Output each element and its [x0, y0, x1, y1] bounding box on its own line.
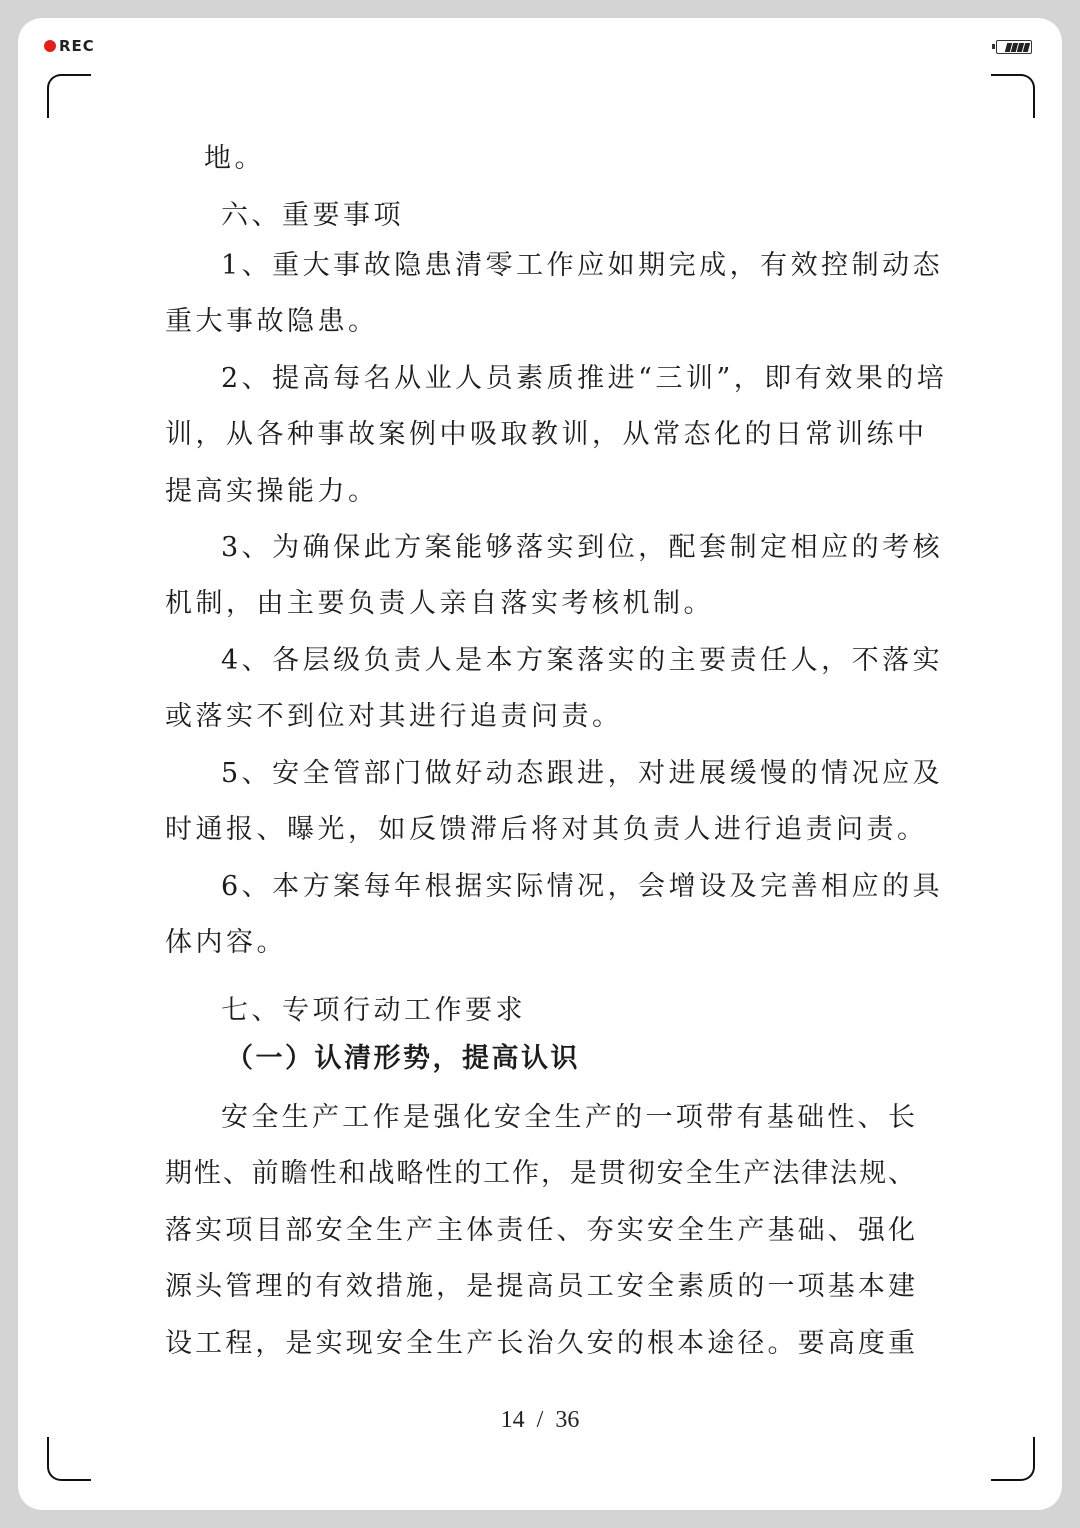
viewfinder-corner-top-left [47, 74, 91, 118]
text-line: 体内容。 [165, 927, 287, 958]
subsection-heading: （一）认清形势，提高认识 [226, 1043, 580, 1074]
viewfinder-corner-bottom-left [47, 1437, 91, 1481]
text-line: 1、重大事故隐患清零工作应如期完成，有效控制动态 [221, 250, 944, 281]
text-line: 或落实不到位对其进行追责问责。 [165, 701, 623, 732]
text-line: 落实项目部安全生产主体责任、夯实安全生产基础、强化 [165, 1215, 915, 1246]
text-line: 6、本方案每年根据实际情况，会增设及完善相应的具 [221, 871, 944, 902]
text-line: 3、为确保此方案能够落实到位，配套制定相应的考核 [221, 532, 944, 563]
viewfinder-corner-bottom-right [991, 1437, 1035, 1481]
section-heading: 六、重要事项 [221, 200, 404, 231]
section-heading: 七、专项行动工作要求 [221, 995, 526, 1026]
text-line: 重大事故隐患。 [165, 306, 379, 337]
page-number: 14 / 36 [500, 1407, 580, 1433]
battery-icon [996, 40, 1032, 54]
text-line: 安全生产工作是强化安全生产的一项带有基础性、长 [221, 1102, 915, 1133]
text-line: 4、各层级负责人是本方案落实的主要责任人，不落实 [221, 645, 944, 676]
viewfinder-corner-top-right [991, 74, 1035, 118]
text-line: 地。 [204, 143, 265, 174]
text-line: 设工程，是实现安全生产长治久安的根本途径。要高度重 [165, 1328, 915, 1359]
text-line: 期性、前瞻性和战略性的工作，是贯彻安全生产法律法规、 [165, 1158, 915, 1189]
rec-label: REC [59, 37, 95, 55]
text-line: 2、提高每名从业人员素质推进“三训”，即有效果的培 [221, 363, 948, 394]
record-dot-icon [44, 40, 56, 52]
text-line: 5、安全管部门做好动态跟进，对进展缓慢的情况应及 [221, 758, 944, 789]
text-line: 机制，由主要负责人亲自落实考核机制。 [165, 588, 714, 619]
recording-indicator [44, 37, 95, 55]
text-line: 训，从各种事故案例中吸取教训，从常态化的日常训练中 [165, 419, 928, 450]
text-line: 提高实操能力。 [165, 476, 379, 507]
text-line: 时通报、曝光，如反馈滞后将对其负责人进行追责问责。 [165, 814, 928, 845]
text-line: 源头管理的有效措施，是提高员工安全素质的一项基本建 [165, 1271, 915, 1302]
